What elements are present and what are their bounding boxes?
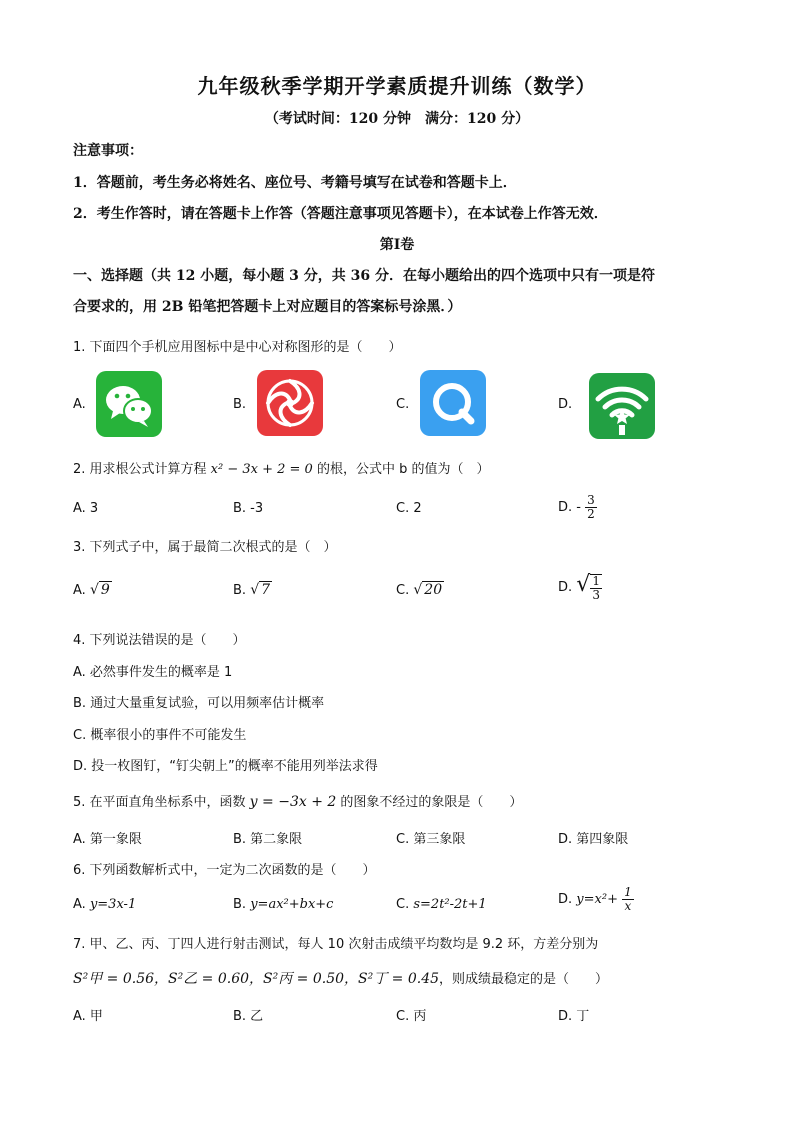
q7-option-b: B. 乙 — [233, 1009, 264, 1024]
q5-equation: y = −3x + 2 — [249, 794, 337, 810]
page-title: 九年级秋季学期开学素质提升训练（数学） — [197, 74, 597, 98]
radicand: 9 — [100, 582, 110, 598]
q6-option-d — [558, 886, 634, 913]
q2-option-b: B. -3 — [233, 501, 264, 516]
q6-option-b-label: B. — [233, 897, 247, 912]
q5-stem-suffix: 的图象不经过的象限是（ ） — [336, 795, 523, 810]
q2-option-c: C. 2 — [396, 501, 422, 516]
notice-item-2: 2．考生作答时，请在答题卡上作答（答题注意事项见答题卡），在本试卷上作答无效． — [73, 206, 608, 222]
q5-option-a: A. 第一象限 — [73, 832, 142, 847]
q7-stem-tail: ，则成绩最稳定的是（ ） — [439, 972, 609, 987]
q3-option-d-sqrt: √ — [576, 572, 591, 597]
q6-option-a-label: A. — [73, 897, 86, 912]
q3-option-c-sqrt: √ 20 — [413, 582, 443, 598]
question-6-stem: 6. 下列函数解析式中，一定为二次函数的是（ ） — [73, 863, 376, 878]
section-instructions-line-2: 合要求的，用 2B 铅笔把答题卡上对应题目的答案标号涂黑．） — [73, 299, 462, 315]
q5-option-d: D. 第四象限 — [558, 832, 629, 847]
q3-option-a-label: A. — [73, 583, 86, 598]
q1-option-b-label: B. — [233, 397, 247, 412]
q6-option-c — [396, 897, 487, 912]
volume-heading: 第Ⅰ卷 — [379, 237, 415, 253]
fraction-denominator: 3 — [592, 587, 600, 602]
radicand: 20 — [424, 582, 443, 598]
q5-option-b: B. 第二象限 — [233, 832, 303, 847]
q7-option-d: D. 丁 — [558, 1009, 590, 1024]
q1-option-c-label: C. — [396, 397, 410, 412]
q3-option-b-label: B. — [233, 583, 247, 598]
q2-option-a: A. 3 — [73, 501, 99, 516]
q3-option-c-label: C. — [396, 583, 410, 598]
q4-option-c: C. 概率很小的事件不可能发生 — [73, 728, 247, 743]
q6-option-c-label: C. — [396, 897, 410, 912]
question-1-stem: 1. 下面四个手机应用图标中是中心对称图形的是（ ） — [73, 340, 402, 355]
exam-info: （考试时间：120 分钟 满分：120 分） — [264, 111, 530, 127]
q6-option-b — [233, 897, 333, 912]
radicand: 7 — [261, 582, 271, 598]
q2-option-d-label: D. - — [558, 500, 581, 515]
wifi-star-icon — [589, 373, 655, 439]
q7-variances-line — [73, 968, 608, 988]
q2-option-d-fraction — [585, 494, 597, 521]
q3-option-d — [558, 572, 602, 602]
q3-option-d-label: D. — [558, 580, 573, 595]
fraction-numerator: 1 — [624, 885, 632, 899]
q6-option-d-fraction — [622, 886, 634, 913]
q3-option-b — [233, 582, 272, 598]
q4-option-b: B. 通过大量重复试验，可以用频率估计概率 — [73, 696, 325, 711]
question-5-stem — [73, 791, 522, 810]
q6-option-d-label: D. — [558, 892, 573, 907]
fraction-denominator: x — [624, 899, 632, 913]
q2-stem-suffix: 的根，公式中 b 的值为（ ） — [312, 462, 490, 477]
q1-option-d-label: D. — [558, 397, 573, 412]
q3-option-d-fraction — [590, 574, 602, 602]
q7-option-a: A. 甲 — [73, 1009, 103, 1024]
q2-stem-prefix: 2. 用求根公式计算方程 — [73, 462, 211, 477]
q3-option-b-sqrt: √ 7 — [250, 582, 271, 598]
question-2-stem — [73, 458, 490, 477]
fraction-denominator: 2 — [587, 507, 595, 521]
q7-variances: S²甲 = 0.56，S²乙 = 0.60，S²丙 = 0.50，S²丁 = 0.45 — [73, 971, 440, 987]
q6-option-a — [73, 897, 136, 912]
q4-option-d: D. 投一枚图钉，“钉尖朝上”的概率不能用列举法求得 — [73, 759, 378, 774]
q1-option-a-label: A. — [73, 397, 86, 412]
q7-option-c: C. 丙 — [396, 1009, 427, 1024]
q3-option-a — [73, 582, 112, 598]
search-q-icon — [420, 370, 486, 436]
sohu-icon — [257, 370, 323, 436]
q3-option-a-sqrt: √ 9 — [89, 582, 110, 598]
q6-option-b-expr: y=ax²+bx+c — [250, 897, 334, 912]
q6-option-c-expr: s=2t²-2t+1 — [413, 897, 487, 912]
q2-option-d — [558, 494, 597, 521]
q6-option-a-expr: y=3x-1 — [89, 897, 137, 912]
question-3-stem: 3. 下列式子中，属于最简二次根式的是（ ） — [73, 540, 337, 555]
q6-option-d-expr: y=x²+ — [576, 892, 618, 907]
notice-item-1: 1．答题前，考生务必将姓名、座位号、考籍号填写在试卷和答题卡上． — [73, 175, 517, 191]
q3-option-c — [396, 582, 444, 598]
q4-option-a: A. 必然事件发生的概率是 1 — [73, 665, 233, 680]
q2-equation: x² − 3x + 2 = 0 — [210, 462, 313, 477]
question-4-stem: 4. 下列说法错误的是（ ） — [73, 633, 246, 648]
q5-option-c: C. 第三象限 — [396, 832, 466, 847]
fraction-numerator: 3 — [587, 493, 595, 507]
q5-stem-prefix: 5. 在平面直角坐标系中，函数 — [73, 795, 250, 810]
question-7-stem: 7. 甲、乙、丙、丁四人进行射击测试，每人 10 次射击成绩平均数均是 9.2 环，方差分别为 — [73, 937, 599, 952]
section-instructions-line-1: 一、选择题（共 12 小题，每小题 3 分，共 36 分．在每小题给出的四个选项中只有一项是符 — [73, 268, 655, 284]
notice-heading: 注意事项： — [73, 143, 143, 159]
wechat-icon — [96, 371, 162, 437]
fraction-numerator: 1 — [592, 573, 600, 588]
